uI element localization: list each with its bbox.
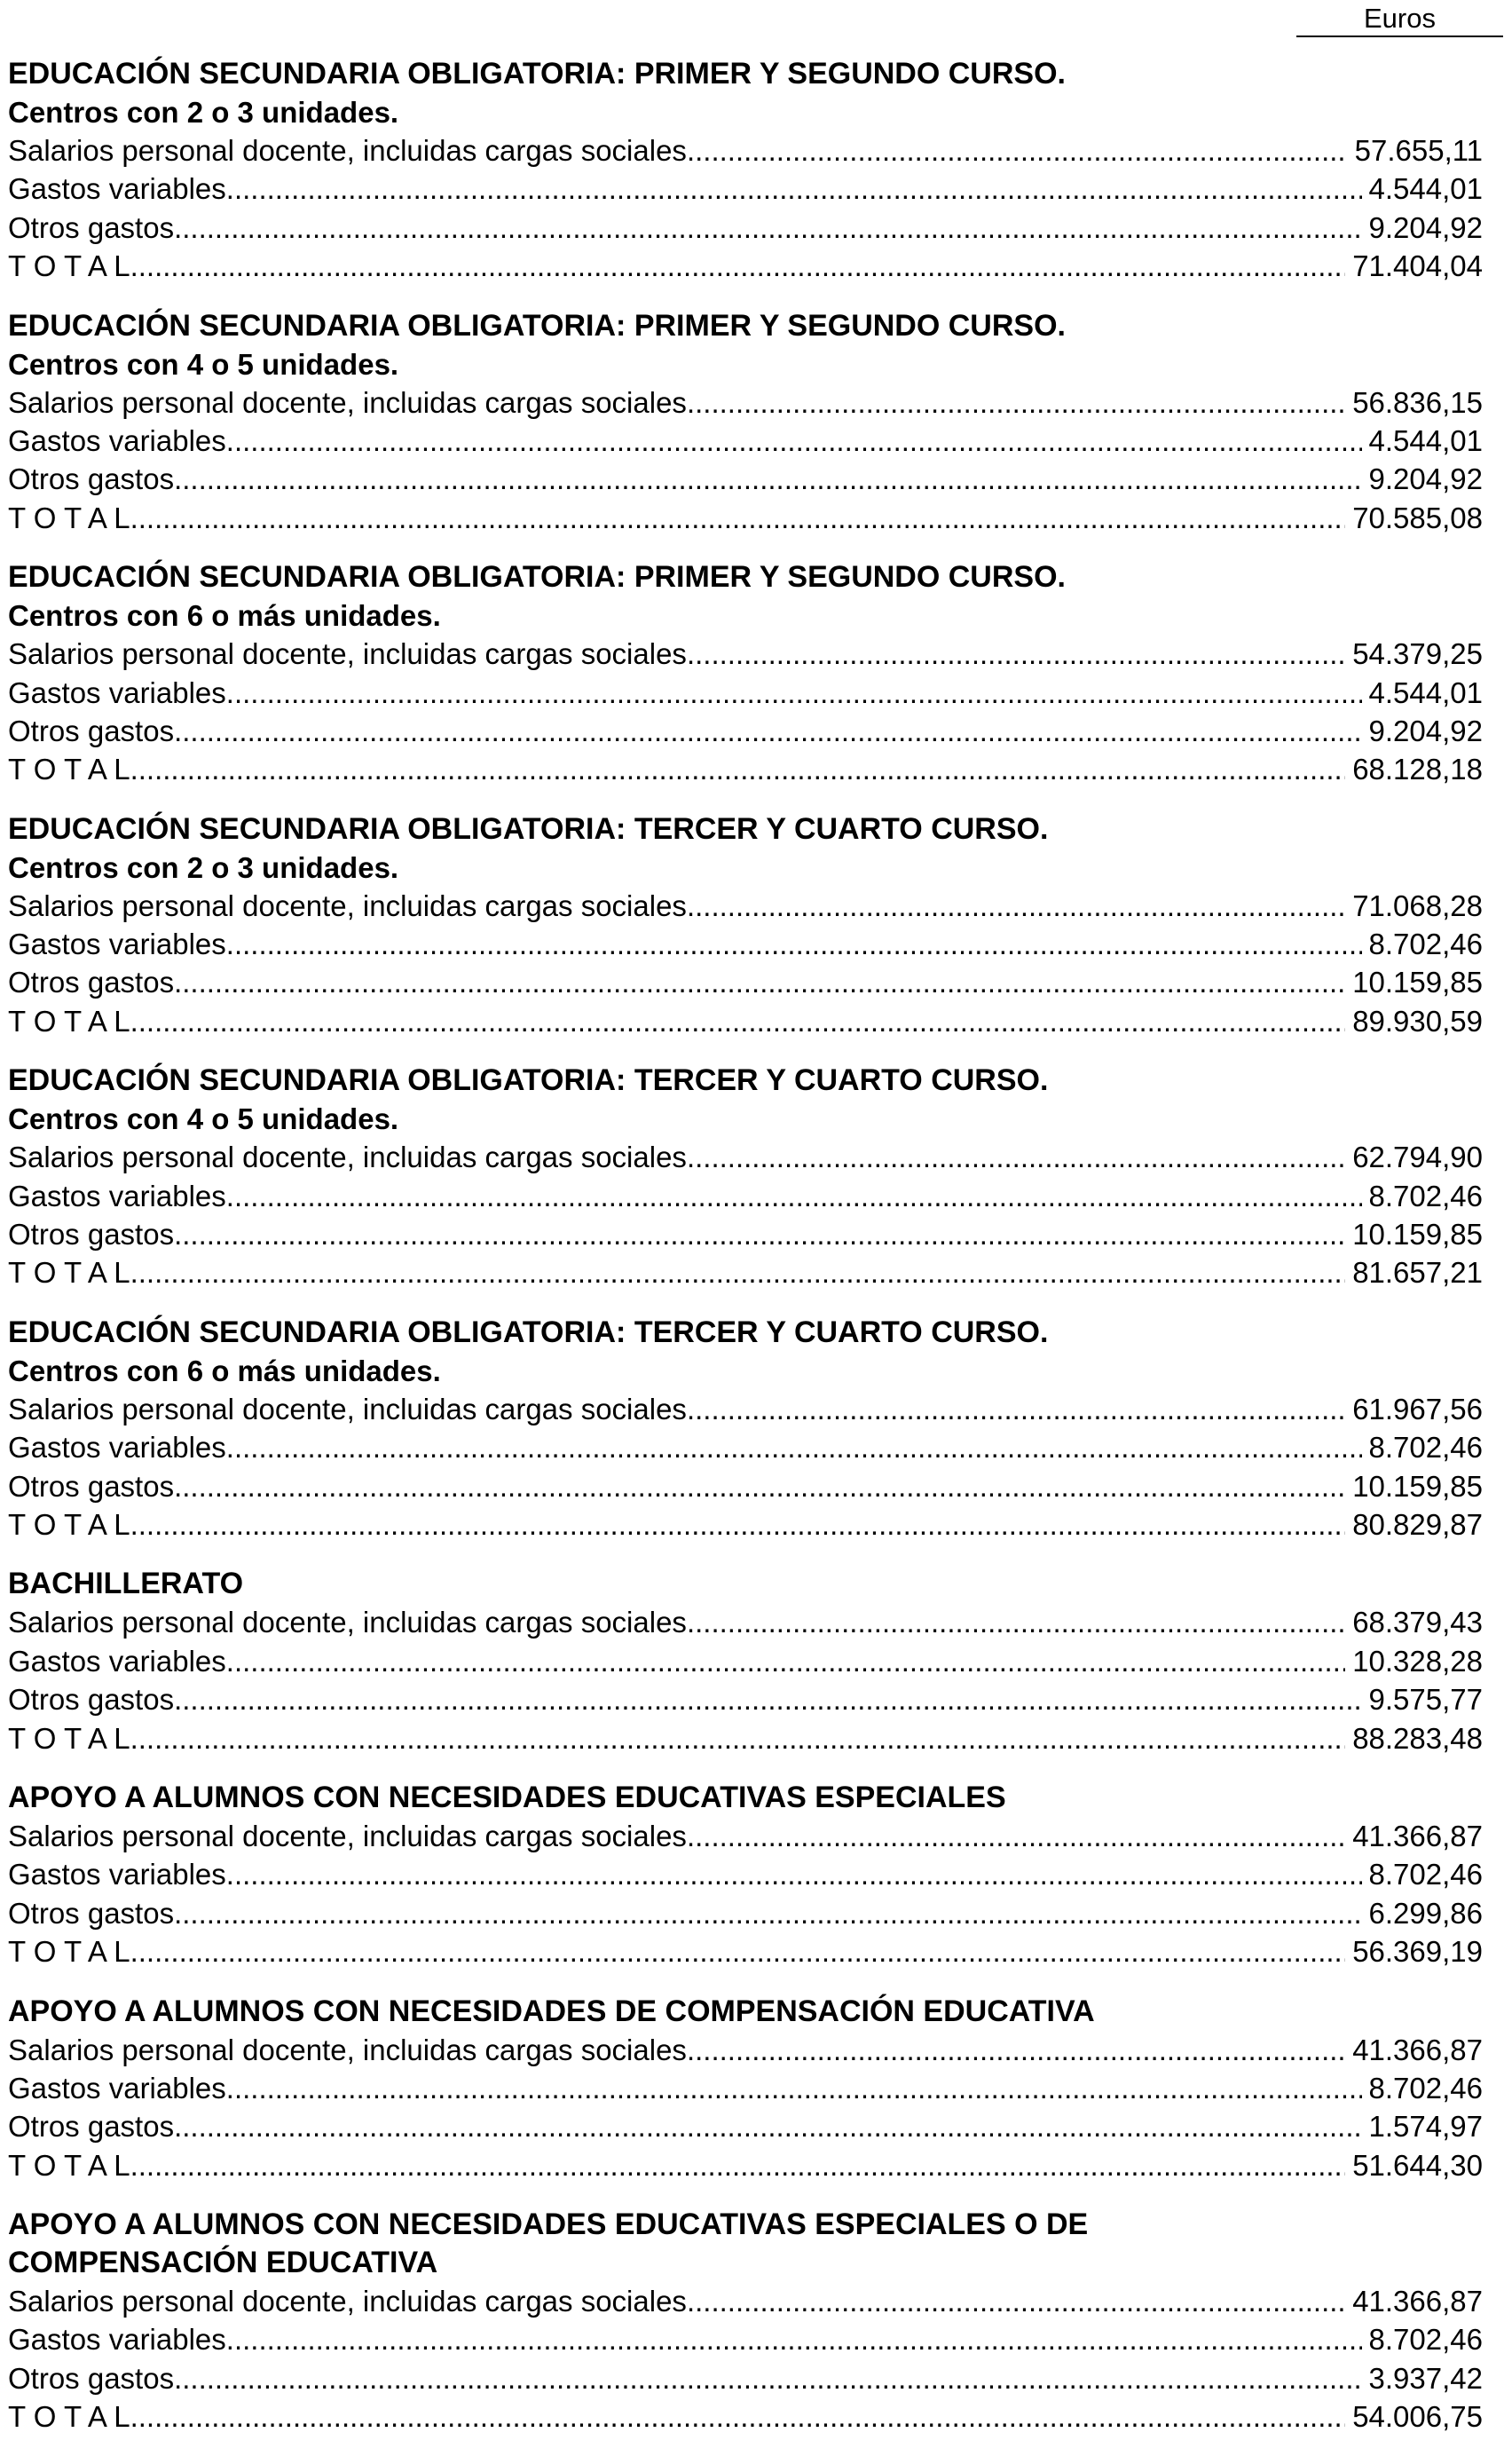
row-label: Otros gastos: [8, 2361, 175, 2395]
row-label: Salarios personal docente, incluidas cargas sociales: [8, 134, 687, 167]
row-value: 81.657,21: [1352, 1256, 1483, 1290]
row-label: Salarios personal docente, incluidas cargas sociales: [8, 1819, 687, 1852]
row-label: Gastos variables: [8, 423, 226, 457]
row-value: 8.702,46: [1368, 928, 1483, 961]
row-label: Gastos variables: [8, 172, 226, 206]
row-label: Otros gastos: [8, 1896, 175, 1930]
dot-leader: [174, 963, 1345, 1001]
row-label: Salarios personal docente, incluidas cargas sociales: [8, 385, 687, 419]
row-value: 56.369,19: [1352, 1935, 1483, 1969]
dot-leader: [174, 209, 1361, 247]
row-value: 80.829,87: [1352, 1507, 1483, 1541]
dot-leader: [174, 1467, 1345, 1505]
dot-leader: [130, 1719, 1346, 1757]
row-total: [8, 1719, 1483, 1757]
section-title: APOYO A ALUMNOS CON NECESIDADES EDUCATIVAS ESPECIALES O DE: [8, 2207, 1089, 2242]
dot-leader: [687, 1817, 1345, 1855]
row-label: Salarios personal docente, incluidas cargas sociales: [8, 888, 687, 922]
section-subtitle: Centros con 2 o 3 unidades.: [8, 850, 399, 884]
row-value: 71.404,04: [1352, 249, 1483, 283]
section-eso-3-4-centros-4-5: [8, 1062, 1492, 1292]
row-otros-gastos: [8, 712, 1483, 750]
row-label: T O T A L: [8, 1507, 130, 1541]
section-title: EDUCACIÓN SECUNDARIA OBLIGATORIA: PRIMER Y SEGUNDO CURSO.: [8, 308, 1066, 343]
row-value: 62.794,90: [1352, 1141, 1483, 1174]
dot-leader: [174, 2359, 1361, 2397]
row-salarios: [8, 1603, 1483, 1641]
dot-leader: [687, 131, 1348, 170]
dot-leader: [226, 170, 1362, 208]
row-value: 8.702,46: [1368, 1858, 1483, 1891]
row-gastos-variables: [8, 1428, 1483, 1466]
row-salarios: [8, 887, 1483, 925]
row-value: 9.204,92: [1368, 714, 1483, 747]
dot-leader: [130, 499, 1346, 537]
row-value: 10.159,85: [1352, 1218, 1483, 1252]
section-title: APOYO A ALUMNOS CON NECESIDADES EDUCATIVAS ESPECIALES: [8, 1780, 1006, 1814]
row-total: [8, 2146, 1483, 2184]
row-label: Salarios personal docente, incluidas cargas sociales: [8, 2033, 687, 2066]
section-subtitle: Centros con 6 o más unidades.: [8, 1354, 441, 1387]
section-title: APOYO A ALUMNOS CON NECESIDADES DE COMPENSACIÓN EDUCATIVA: [8, 1994, 1095, 2028]
row-label: Salarios personal docente, incluidas cargas sociales: [8, 1606, 687, 1639]
dot-leader: [226, 1855, 1362, 1893]
dot-leader: [226, 925, 1362, 963]
section-title: EDUCACIÓN SECUNDARIA OBLIGATORIA: PRIMER Y SEGUNDO CURSO.: [8, 57, 1066, 91]
dot-leader: [130, 1253, 1346, 1291]
row-label: Otros gastos: [8, 1218, 175, 1252]
dot-leader: [226, 674, 1362, 712]
row-value: 68.128,18: [1352, 753, 1483, 786]
row-value: 89.930,59: [1352, 1004, 1483, 1038]
section-apoyo-compensacion: [8, 1993, 1492, 2185]
row-label: Salarios personal docente, incluidas cargas sociales: [8, 2285, 687, 2318]
section-eso-3-4-centros-6-mas: [8, 1314, 1492, 1544]
dot-leader: [687, 2282, 1345, 2320]
dot-leader: [687, 2031, 1345, 2069]
row-label: Otros gastos: [8, 714, 175, 747]
row-label: Otros gastos: [8, 462, 175, 496]
section-title: BACHILLERATO: [8, 1567, 244, 1601]
section-bachillerato: [8, 1565, 1492, 1757]
dot-leader: [687, 1603, 1345, 1641]
section-apoyo-nee-o-compensacion: [8, 2206, 1492, 2436]
row-value: 71.068,28: [1352, 888, 1483, 922]
row-value: 6.299,86: [1368, 1896, 1483, 1930]
section-title-continued: COMPENSACIÓN EDUCATIVA: [8, 2246, 438, 2280]
row-gastos-variables: [8, 2069, 1483, 2107]
row-gastos-variables: [8, 925, 1483, 963]
dot-leader: [687, 1390, 1345, 1428]
row-value: 10.159,85: [1352, 1469, 1483, 1503]
row-salarios: [8, 635, 1483, 673]
row-label: T O T A L: [8, 501, 130, 534]
row-label: Otros gastos: [8, 1469, 175, 1503]
row-salarios: [8, 131, 1483, 170]
row-otros-gastos: [8, 1894, 1483, 1932]
section-subtitle: Centros con 2 o 3 unidades.: [8, 96, 399, 129]
row-otros-gastos: [8, 460, 1483, 498]
row-label: Salarios personal docente, incluidas cargas sociales: [8, 637, 687, 671]
row-salarios: [8, 383, 1483, 422]
row-value: 57.655,11: [1354, 134, 1483, 167]
dot-leader: [174, 1894, 1361, 1932]
row-label: Otros gastos: [8, 966, 175, 999]
dot-leader: [687, 635, 1345, 673]
dot-leader: [687, 383, 1345, 422]
row-value: 41.366,87: [1352, 2285, 1483, 2318]
dot-leader: [174, 1215, 1345, 1253]
row-label: Gastos variables: [8, 1431, 226, 1465]
dot-leader: [174, 2107, 1361, 2145]
section-subtitle: Centros con 4 o 5 unidades.: [8, 1102, 399, 1136]
row-value: 54.006,75: [1352, 2400, 1483, 2434]
row-otros-gastos: [8, 1215, 1483, 1253]
row-value: 56.836,15: [1352, 385, 1483, 419]
section-eso-1-2-centros-4-5: [8, 307, 1492, 538]
dot-leader: [226, 2320, 1362, 2358]
row-label: Gastos variables: [8, 1179, 226, 1212]
row-total: [8, 1505, 1483, 1544]
row-value: 9.575,77: [1368, 1683, 1483, 1717]
section-title: EDUCACIÓN SECUNDARIA OBLIGATORIA: PRIMER Y SEGUNDO CURSO.: [8, 560, 1066, 595]
row-value: 3.937,42: [1368, 2361, 1483, 2395]
row-gastos-variables: [8, 1855, 1483, 1893]
row-salarios: [8, 1390, 1483, 1428]
row-total: [8, 2397, 1483, 2436]
row-label: T O T A L: [8, 753, 130, 786]
row-gastos-variables: [8, 1177, 1483, 1215]
row-gastos-variables: [8, 2320, 1483, 2358]
row-gastos-variables: [8, 674, 1483, 712]
section-title: EDUCACIÓN SECUNDARIA OBLIGATORIA: TERCER Y CUARTO CURSO.: [8, 1315, 1049, 1349]
dot-leader: [226, 1428, 1362, 1466]
section-eso-3-4-centros-2-3: [8, 810, 1492, 1041]
row-label: Otros gastos: [8, 1683, 175, 1717]
row-value: 8.702,46: [1368, 1431, 1483, 1465]
row-value: 88.283,48: [1352, 1721, 1483, 1755]
row-value: 8.702,46: [1368, 1179, 1483, 1212]
row-total: [8, 1253, 1483, 1291]
row-otros-gastos: [8, 1680, 1483, 1718]
dot-leader: [174, 460, 1361, 498]
row-value: 9.204,92: [1368, 210, 1483, 244]
row-salarios: [8, 1138, 1483, 1176]
row-label: Gastos variables: [8, 928, 226, 961]
row-value: 8.702,46: [1368, 2323, 1483, 2357]
row-label: Salarios personal docente, incluidas cargas sociales: [8, 1392, 687, 1425]
row-label: Otros gastos: [8, 210, 175, 244]
row-value: 4.544,01: [1368, 423, 1483, 457]
row-label: Gastos variables: [8, 675, 226, 709]
row-value: 8.702,46: [1368, 2071, 1483, 2105]
row-otros-gastos: [8, 2107, 1483, 2145]
units-header: Euros: [1296, 2, 1503, 37]
row-gastos-variables: [8, 422, 1483, 460]
row-total: [8, 1932, 1483, 1970]
row-label: T O T A L: [8, 1721, 130, 1755]
dot-leader: [226, 1177, 1362, 1215]
row-label: Salarios personal docente, incluidas cargas sociales: [8, 1141, 687, 1174]
section-subtitle: Centros con 4 o 5 unidades.: [8, 347, 399, 381]
row-label: Otros gastos: [8, 2110, 175, 2144]
sections-list: [8, 55, 1492, 2458]
row-label: T O T A L: [8, 249, 130, 283]
dot-leader: [130, 2397, 1346, 2436]
row-value: 70.585,08: [1352, 501, 1483, 534]
row-otros-gastos: [8, 2359, 1483, 2397]
section-eso-1-2-centros-6-mas: [8, 558, 1492, 789]
row-value: 54.379,25: [1352, 637, 1483, 671]
row-label: Gastos variables: [8, 2323, 226, 2357]
section-eso-1-2-centros-2-3: [8, 55, 1492, 286]
row-salarios: [8, 2031, 1483, 2069]
row-gastos-variables: [8, 1642, 1483, 1680]
row-value: 51.644,30: [1352, 2148, 1483, 2182]
row-label: Gastos variables: [8, 1858, 226, 1891]
dot-leader: [130, 1002, 1346, 1040]
dot-leader: [130, 750, 1346, 788]
row-otros-gastos: [8, 963, 1483, 1001]
row-label: T O T A L: [8, 1256, 130, 1290]
row-label: T O T A L: [8, 2148, 130, 2182]
row-label: Gastos variables: [8, 1644, 226, 1678]
dot-leader: [130, 2146, 1346, 2184]
row-value: 4.544,01: [1368, 675, 1483, 709]
row-gastos-variables: [8, 170, 1483, 208]
dot-leader: [130, 1932, 1346, 1970]
row-value: 10.159,85: [1352, 966, 1483, 999]
row-value: 9.204,92: [1368, 462, 1483, 496]
dot-leader: [226, 422, 1362, 460]
row-value: 61.967,56: [1352, 1392, 1483, 1425]
row-total: [8, 499, 1483, 537]
section-title: EDUCACIÓN SECUNDARIA OBLIGATORIA: TERCER Y CUARTO CURSO.: [8, 1063, 1049, 1098]
row-total: [8, 1002, 1483, 1040]
row-value: 10.328,28: [1352, 1644, 1483, 1678]
dot-leader: [174, 712, 1361, 750]
row-label: T O T A L: [8, 2400, 130, 2434]
row-label: Gastos variables: [8, 2071, 226, 2105]
row-label: T O T A L: [8, 1004, 130, 1038]
dot-leader: [226, 2069, 1362, 2107]
dot-leader: [130, 1505, 1346, 1544]
row-total: [8, 750, 1483, 788]
dot-leader: [226, 1642, 1345, 1680]
row-salarios: [8, 1817, 1483, 1855]
row-value: 4.544,01: [1368, 172, 1483, 206]
row-value: 41.366,87: [1352, 1819, 1483, 1852]
dot-leader: [687, 887, 1345, 925]
row-otros-gastos: [8, 209, 1483, 247]
section-subtitle: Centros con 6 o más unidades.: [8, 599, 441, 633]
row-value: 68.379,43: [1352, 1606, 1483, 1639]
dot-leader: [687, 1138, 1345, 1176]
row-value: 1.574,97: [1368, 2110, 1483, 2144]
row-total: [8, 247, 1483, 285]
section-title: EDUCACIÓN SECUNDARIA OBLIGATORIA: TERCER Y CUARTO CURSO.: [8, 811, 1049, 846]
section-apoyo-nee: [8, 1779, 1492, 1971]
dot-leader: [130, 247, 1346, 285]
dot-leader: [174, 1680, 1361, 1718]
row-value: 41.366,87: [1352, 2033, 1483, 2066]
row-label: T O T A L: [8, 1935, 130, 1969]
row-salarios: [8, 2282, 1483, 2320]
row-otros-gastos: [8, 1467, 1483, 1505]
